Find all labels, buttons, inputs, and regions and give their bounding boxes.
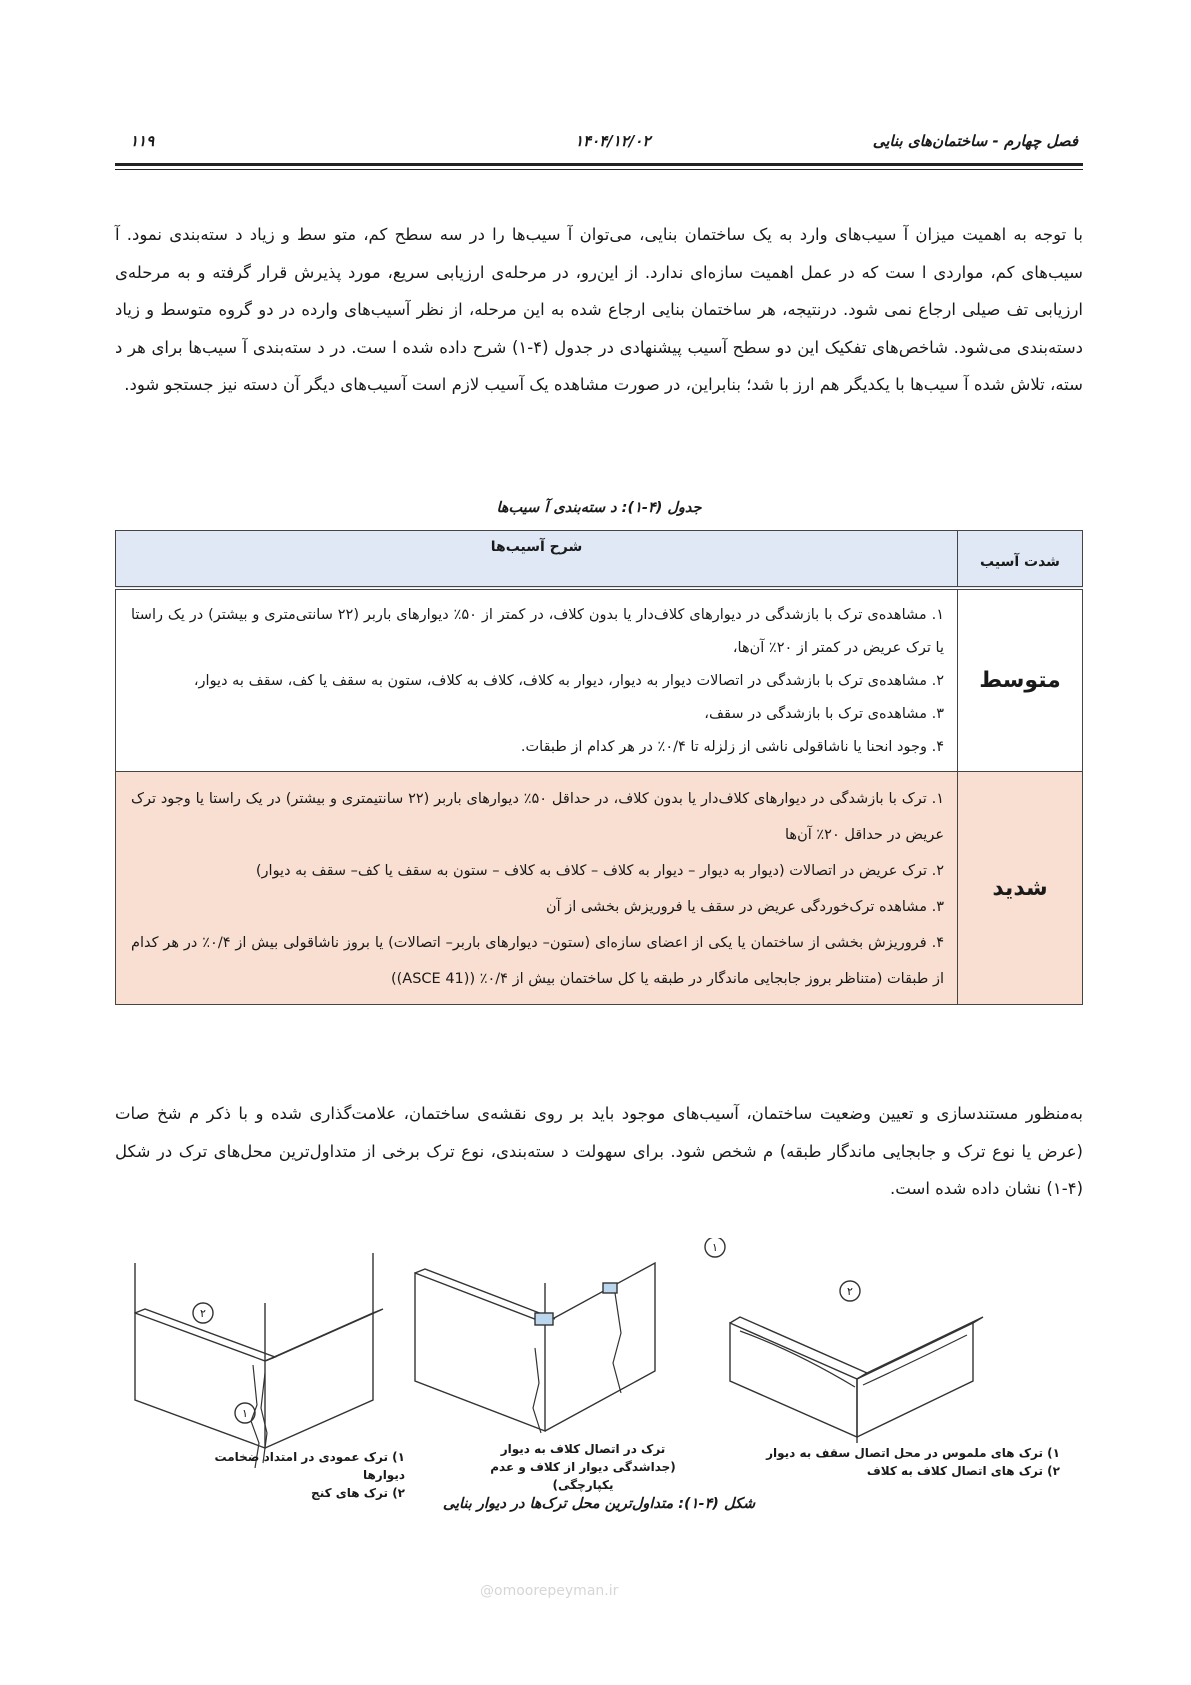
table-row-moderate [116,588,1083,772]
right-figure-caption: ۱) ترک های ملموس در محل اتصال سقف به دیوار ۲) ترک های اتصال کلاف به کلاف [766,1446,1060,1478]
damage-classification-table [115,530,1083,1005]
figure-right-roof-wall [730,1317,983,1443]
header-date: ۱۴۰۴/۱۲/۰۲ [575,132,651,150]
documentation-paragraph: به‌منظور مستندسازی و تعیین وضعیت ساختمان، آسیب‌های موجود باید بر روی نقشه‌ی ساختمان، علامت‌گذاری شده و با ذکر م شخ صات (عرض یا نوع ترک و جابجایی ماندگار طبقه) م شخص شود. برای سهولت د سته‌بندی، نوع ترک برخی از متداول‌ترین محل‌های ترک در شکل (۴-۱) نشان داده شده است. [115,1104,1083,1198]
list-item: ۱. مشاهده‌ی ترک با بازشدگی در دیوارهای کلاف‌دار یا بدون کلاف، در کمتر از ۵۰٪ دیوارهای باربر (۲۲ سانتی‌متری و بیشتر) در یک راستا یا ترک عریض در کمتر از ۲۰٪ آن‌ها، [131,607,944,656]
table-caption: جدول (۴-۱): د سته‌بندی آ سیب‌ها [496,500,702,516]
figure-caption: شکل (۴-۱): متداول‌ترین محل ترک‌ها در دیوار بنایی [442,1496,756,1512]
list-item: ۱. ترک با بازشدگی در دیوارهای کلاف‌دار یا بدون کلاف، در حداقل ۵۰٪ دیوارهای باربر (۲۲ سانتیمتری و بیشتر) در یک راستا یا وجود ترک عریض در حداقل ۲۰٪ آن‌ها [131,791,945,843]
severity-severe: شدید [958,772,1083,1005]
list-item: ۴. فروریزش بخشی از ساختمان یا یکی از اعضای سازه‌ای (ستون– دیوارهای باربر– اتصالات) یا بروز ناشاقولی بیش از ۰/۴٪ در هر کدام از طبقات (متناظر بروز جابجایی ماندگار در طبقه یا کل ساختمان بیش از ۰/۴٪ ((ASCE 41)) [131,935,944,987]
left-figure-caption: ۱) ترک عمودی در امتداد ضخامت دیوارها ۲) ترک های کنج [214,1450,405,1500]
marker-label: ۲ [200,1307,206,1320]
header-severity: شدت آسیب [958,531,1083,589]
header-rule-thin [115,169,1083,170]
list-item: ۳. مشاهده‌ی ترک با بازشدگی در سقف، [704,706,944,722]
table-header-row [116,531,1083,589]
middle-figure-caption: ترک در اتصال کلاف به دیوار (جداشدگی دیوار از کلاف و عدم یکپارچگی) [490,1442,676,1492]
figure-middle-tie-beam [415,1263,655,1433]
marker-label: ۱ [712,1241,718,1254]
list-item: ۳. مشاهده ترک‌خوردگی عریض در سقف یا فروریزش بخشی از آن [545,899,944,915]
list-item: ۴. وجود انحنا یا ناشاقولی ناشی از زلزله تا ۰/۴٪ در هر کدام از طبقات. [520,739,944,755]
marker-label: ۲ [847,1285,853,1298]
watermark: @omoorepeyman.ir [480,1583,619,1599]
table-row-severe [116,772,1083,1005]
header-description: شرح آسیب‌ها [116,531,958,589]
list-item: ۲. مشاهده‌ی ترک با بازشدگی در اتصالات دیوار به دیوار، دیوار به کلاف، کلاف به کلاف، ستون به سقف یا کف، سقف به دیوار، [193,673,944,689]
marker-label: ۱ [242,1407,248,1420]
page-number: ۱۱۹ [130,132,155,150]
severity-moderate: متوسط [958,588,1083,772]
chapter-title: فصل چهارم - ساختمان‌های بنایی [872,132,1078,150]
header-rule-thick [115,163,1083,166]
list-item: ۲. ترک عریض در اتصالات (دیوار به دیوار – دیوار به کلاف – کلاف به کلاف – ستون به سقف یا کف– سقف به دیوار) [255,863,944,879]
page-header [115,128,1083,158]
moderate-description [116,588,958,772]
figure-left-corner-walls [135,1253,383,1468]
severe-description [116,772,958,1005]
intro-paragraph: با توجه به اهمیت میزان آ سیب‌های وارد به یک ساختمان بنایی، می‌توان آ سیب‌ها را در سه سطح کم، متو سط و زیاد د سته‌بندی نمود. آ سیب‌های کم، مواردی ا ست که در عمل اهمیت سازه‌ای ندارد. از این‌رو، در مرحله‌ی ارزیابی سریع، مورد پذیرش قرار گرفته و به مرحله‌ی ارزیابی تف صیلی ارجاع نمی شود. درنتیجه، هر ساختمان بنایی ارجاع شده به این مرحله، از نظر آسیب‌های وارده در دو گروه متوسط و زیاد دسته‌بندی می‌شود. شاخص‌های تفکیک این دو سطح آسیب پیشنهادی در جدول (۴-۱) شرح داده شده ا ست. در د سته‌بندی آ سیب‌ها برای هر د سته، تلاش شده آ سیب‌ها با یکدیگر هم ارز با شد؛ بنابراین، در صورت مشاهده یک آسیب لازم است آسیب‌های دیگر آن دسته نیز جستجو شود. [115,225,1083,394]
